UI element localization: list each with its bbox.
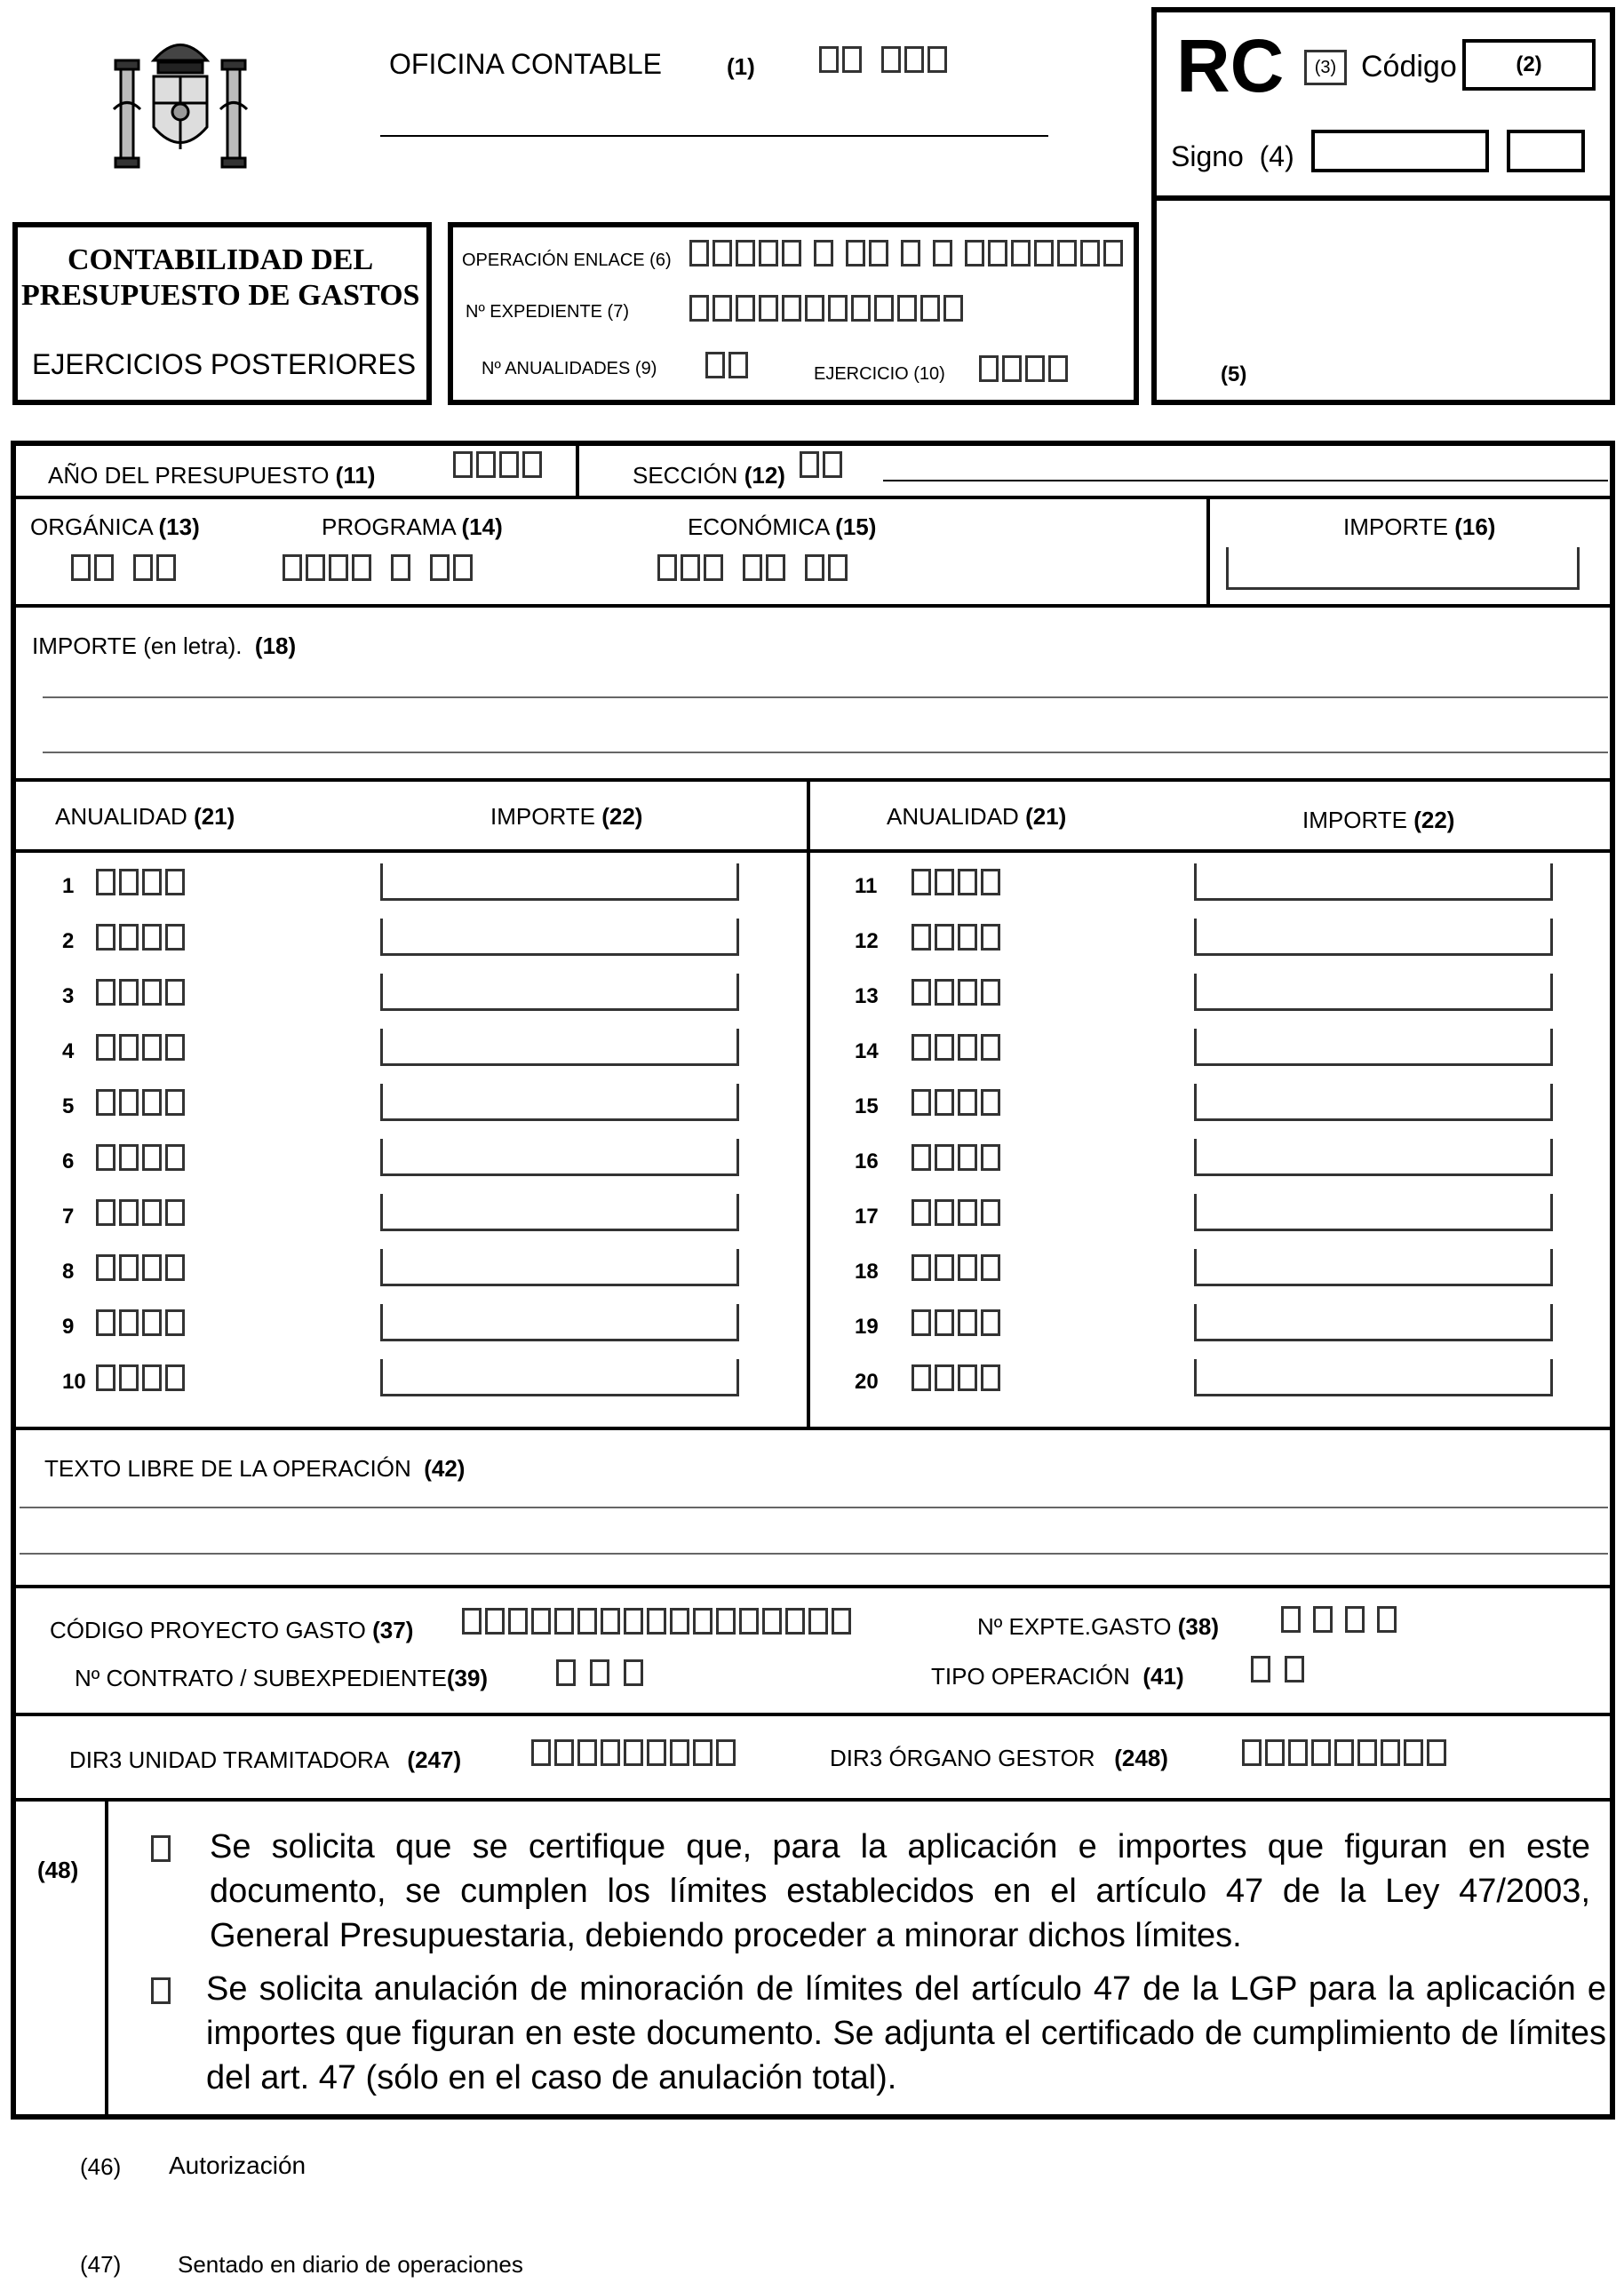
anualidad-importe-field[interactable] [1194, 919, 1553, 956]
importe-col-right: IMPORTE (22) [1302, 807, 1455, 833]
title-line3: EJERCICIOS POSTERIORES [32, 348, 417, 380]
anualidad-row-number: 20 [855, 1370, 879, 1394]
limites-divider [105, 1800, 108, 2116]
rc-title: RC [1176, 24, 1285, 107]
anualidad-importe-field[interactable] [380, 1304, 739, 1341]
row-divider-3 [11, 778, 1615, 782]
importe-label: IMPORTE (16) [1343, 513, 1496, 540]
expediente-cells[interactable] [689, 295, 967, 322]
anio-presupuesto-label: AÑO DEL PRESUPUESTO (11) [48, 462, 376, 489]
oficina-contable-ref: (1) [727, 53, 755, 80]
seccion-cells[interactable] [800, 451, 846, 478]
anualidad-col-right: ANUALIDAD (21) [887, 803, 1067, 830]
oficina-contable-line [380, 135, 1048, 137]
anualidad-row-number: 14 [855, 1039, 879, 1063]
importe-letra-label: IMPORTE (en letra). (18) [32, 632, 297, 659]
limites-option2-checkbox[interactable] [151, 1977, 171, 2004]
sentado-ref: (47) [80, 2251, 122, 2278]
anualidad-year-cells[interactable] [96, 1254, 188, 1281]
rc-box-divider [1151, 195, 1615, 201]
economica-cells[interactable] [657, 554, 851, 581]
anualidad-importe-field[interactable] [1194, 1359, 1553, 1396]
anualidad-year-cells[interactable] [96, 1364, 188, 1391]
anualidades-header-divider [11, 849, 1615, 853]
anualidad-importe-field[interactable] [1194, 863, 1553, 901]
anualidad-importe-field[interactable] [1194, 1249, 1553, 1286]
anualidad-row-number: 2 [62, 929, 75, 953]
texto-libre-line-1[interactable] [20, 1507, 1608, 1508]
anualidad-year-cells[interactable] [96, 979, 188, 1006]
texto-libre-line-2[interactable] [20, 1553, 1608, 1555]
tipo-operacion-label: TIPO OPERACIÓN (41) [931, 1663, 1184, 1690]
title-line1: CONTABILIDAD DEL [68, 243, 374, 276]
anualidad-importe-field[interactable] [380, 1249, 739, 1286]
anualidad-importe-field[interactable] [380, 1029, 739, 1066]
codigo-proyecto-cells[interactable] [462, 1608, 855, 1635]
contrato-label: Nº CONTRATO / SUBEXPEDIENTE(39) [75, 1665, 489, 1691]
row-divider-1 [11, 496, 1615, 499]
anualidad-year-cells[interactable] [96, 1144, 188, 1171]
row-divider-6 [11, 1713, 1615, 1716]
anualidad-row-number: 9 [62, 1315, 75, 1339]
importe-col-left: IMPORTE (22) [490, 803, 643, 830]
expte-gasto-label: Nº EXPTE.GASTO (38) [977, 1613, 1219, 1640]
anualidad-year-cells[interactable] [912, 1309, 1004, 1336]
operacion-enlace-label: OPERACIÓN ENLACE (6) [462, 251, 672, 270]
anualidad-row-number: 11 [855, 874, 878, 898]
expediente-label: Nº EXPEDIENTE (7) [466, 302, 630, 322]
row-divider-2 [11, 604, 1615, 608]
anualidad-importe-field[interactable] [1194, 1029, 1553, 1066]
row-divider-7 [11, 1798, 1615, 1802]
anualidades-cells[interactable] [705, 352, 752, 378]
anualidad-year-cells[interactable] [96, 1199, 188, 1226]
importe-divider [1206, 497, 1210, 604]
anualidad-importe-field[interactable] [1194, 1194, 1553, 1231]
ejercicio-label: EJERCICIO (10) [814, 364, 945, 384]
anualidad-year-cells[interactable] [912, 1199, 1004, 1226]
codigo-field[interactable]: (2) [1462, 39, 1596, 91]
sentado-label: Sentado en diario de operaciones [178, 2251, 523, 2278]
economica-label: ECONÓMICA (15) [688, 513, 877, 540]
anualidad-col-left: ANUALIDAD (21) [55, 803, 235, 830]
oficina-contable-label: OFICINA CONTABLE [389, 48, 663, 80]
anio-presupuesto-cells[interactable] [453, 451, 545, 478]
anualidad-row-number: 12 [855, 929, 879, 953]
tipo-operacion-cells[interactable] [1251, 1656, 1308, 1682]
anualidades-label: Nº ANUALIDADES (9) [482, 359, 657, 378]
anualidad-importe-field[interactable] [1194, 1304, 1553, 1341]
anualidad-row-number: 8 [62, 1260, 75, 1284]
anualidad-importe-field[interactable] [380, 1359, 739, 1396]
row-divider-4 [11, 1427, 1615, 1430]
operacion-enlace-cells[interactable] [689, 240, 1126, 266]
anualidad-year-cells[interactable] [912, 1034, 1004, 1061]
anualidad-importe-field[interactable] [1194, 1139, 1553, 1176]
programa-label: PROGRAMA (14) [322, 513, 503, 540]
importe-letra-line-1[interactable] [43, 696, 1608, 698]
signo-field[interactable] [1311, 130, 1489, 172]
anualidad-row-number: 5 [62, 1094, 75, 1118]
dir3-gestor-cells[interactable] [1242, 1739, 1450, 1766]
oficina-contable-cells[interactable] [819, 46, 951, 73]
anualidad-year-cells[interactable] [912, 1254, 1004, 1281]
anualidad-row-number: 1 [62, 874, 75, 898]
limites-option1-text: Se solicita que se certifique que, para la aplicación e importes que figuran en este documento, se cumplen los límites establecidos en el artículo 47 de la Ley 47/2003, General Presupuestaria, debiendo proceder a minorar dichos límites. [210, 1828, 1590, 1954]
anualidad-year-cells[interactable] [96, 1309, 188, 1336]
seccion-label: SECCIÓN (12) [633, 462, 785, 489]
anualidad-row-number: 19 [855, 1315, 879, 1339]
anualidad-importe-field[interactable] [380, 863, 739, 901]
anualidad-year-cells[interactable] [96, 924, 188, 951]
coat-of-arms-logo [105, 25, 256, 176]
anualidad-row-number: 13 [855, 984, 879, 1008]
limites-option2-text: Se solicita anulación de minoración de límites del artículo 47 de la LGP para la aplicación e importes que figuran en este documento. Se adjunta el certificado de cumplimiento de límites del art. 47 (sólo en el caso de anulación total). [206, 1970, 1606, 2096]
dir3-tramitadora-cells[interactable] [531, 1739, 739, 1766]
anualidad-row-number: 17 [855, 1205, 879, 1229]
anio-divider [576, 446, 579, 496]
anualidad-row-number: 3 [62, 984, 75, 1008]
anualidad-row-number: 10 [62, 1370, 86, 1394]
row-divider-5 [11, 1585, 1615, 1588]
texto-libre-label: TEXTO LIBRE DE LA OPERACIÓN (42) [44, 1455, 466, 1482]
programa-cells[interactable] [283, 554, 476, 581]
title-line2: PRESUPUESTO DE GASTOS [21, 279, 420, 312]
expte-gasto-cells[interactable] [1281, 1606, 1400, 1633]
codigo-proyecto-label: CÓDIGO PROYECTO GASTO (37) [50, 1617, 414, 1643]
anualidad-importe-field[interactable] [380, 974, 739, 1011]
anualidad-importe-field[interactable] [380, 1139, 739, 1176]
dir3-tramitadora-label: DIR3 UNIDAD TRAMITADORA (247) [69, 1746, 462, 1773]
anualidad-year-cells[interactable] [912, 1089, 1004, 1116]
anualidad-year-cells[interactable] [912, 1364, 1004, 1391]
anualidad-year-cells[interactable] [912, 1144, 1004, 1171]
anualidad-year-cells[interactable] [96, 1089, 188, 1116]
limites-option1-checkbox[interactable] [151, 1835, 171, 1862]
anualidad-importe-field[interactable] [380, 1194, 739, 1231]
importe-field[interactable] [1226, 547, 1580, 590]
anualidad-row-number: 7 [62, 1205, 75, 1229]
anualidad-row-number: 15 [855, 1094, 879, 1118]
codigo-label: Código [1361, 50, 1457, 84]
box5-ref: (5) [1221, 362, 1247, 386]
autorizacion-ref: (46) [80, 2153, 122, 2180]
anualidad-importe-field[interactable] [1194, 1084, 1553, 1121]
seccion-line [883, 480, 1608, 481]
importe-letra-line-2[interactable] [43, 752, 1608, 753]
anualidad-row-number: 18 [855, 1260, 879, 1284]
anualidad-importe-field[interactable] [380, 919, 739, 956]
contrato-cells[interactable] [556, 1659, 647, 1686]
organica-cells[interactable] [71, 554, 179, 581]
anualidad-year-cells[interactable] [96, 869, 188, 895]
rc-ref-box: (3) [1304, 50, 1347, 85]
dir3-gestor-label: DIR3 ÓRGANO GESTOR (248) [830, 1745, 1168, 1771]
anualidad-row-number: 16 [855, 1149, 879, 1173]
anualidad-year-cells[interactable] [912, 924, 1004, 951]
anualidad-year-cells[interactable] [912, 979, 1004, 1006]
anualidad-importe-field[interactable] [380, 1084, 739, 1121]
anualidad-importe-field[interactable] [1194, 974, 1553, 1011]
autorizacion-label: Autorización [169, 2152, 306, 2179]
signo-field-2[interactable] [1507, 130, 1585, 172]
ejercicio-cells[interactable] [979, 355, 1071, 382]
anualidad-year-cells[interactable] [912, 869, 1004, 895]
signo-label: Signo (4) [1171, 140, 1294, 172]
anualidad-row-number: 6 [62, 1149, 75, 1173]
anualidades-center-divider [807, 778, 810, 1430]
limites-ref: (48) [37, 1857, 79, 1883]
anualidad-year-cells[interactable] [96, 1034, 188, 1061]
organica-label: ORGÁNICA (13) [30, 513, 200, 540]
anualidad-row-number: 4 [62, 1039, 75, 1063]
